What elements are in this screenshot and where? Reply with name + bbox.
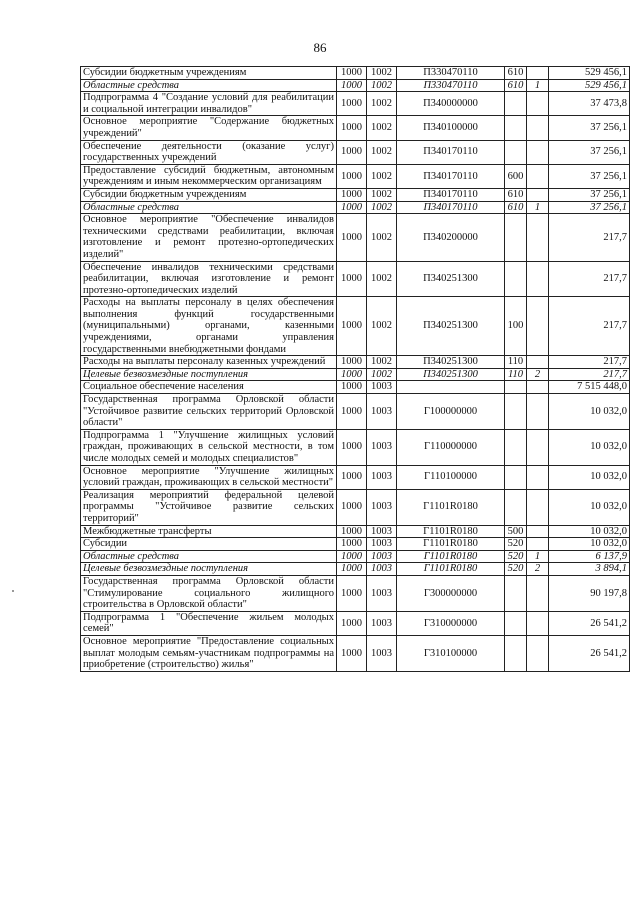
table-row <box>81 297 630 356</box>
table-row <box>81 429 630 465</box>
row-section-cell: 1000 <box>337 394 367 430</box>
table-row <box>81 525 630 538</box>
row-target-article-cell: Г310000000 <box>397 611 505 635</box>
row-target-article-cell: П340170110 <box>397 201 505 214</box>
row-funding-source-cell <box>527 67 549 80</box>
row-expense-type-cell <box>505 92 527 116</box>
row-name-cell: Подпрограмма 1 "Обеспечение жильем молодых семей" <box>81 611 337 635</box>
row-amount-cell: 37 256,1 <box>549 140 630 164</box>
table-row <box>81 92 630 116</box>
row-expense-type-cell: 500 <box>505 525 527 538</box>
row-amount-cell: 37 256,1 <box>549 116 630 140</box>
row-section-cell: 1000 <box>337 368 367 381</box>
row-target-article-cell: П340251300 <box>397 356 505 369</box>
table-row <box>81 563 630 576</box>
table-row <box>81 116 630 140</box>
row-section-cell: 1000 <box>337 489 367 525</box>
row-expense-type-cell: 610 <box>505 67 527 80</box>
row-expense-type-cell: 610 <box>505 79 527 92</box>
row-funding-source-cell <box>527 394 549 430</box>
table-row <box>81 214 630 261</box>
table-row <box>81 381 630 394</box>
row-target-article-cell: П340170110 <box>397 164 505 188</box>
row-amount-cell: 10 032,0 <box>549 429 630 465</box>
row-name-cell: Областные средства <box>81 201 337 214</box>
row-subsection-cell: 1002 <box>367 297 397 356</box>
row-section-cell: 1000 <box>337 79 367 92</box>
row-funding-source-cell <box>527 429 549 465</box>
row-name-cell: Реализация мероприятий федеральной целевой программы "Устойчивое развитие сельских территорий" <box>81 489 337 525</box>
row-subsection-cell: 1002 <box>367 92 397 116</box>
row-section-cell: 1000 <box>337 140 367 164</box>
row-amount-cell: 37 473,8 <box>549 92 630 116</box>
row-amount-cell: 10 032,0 <box>549 538 630 551</box>
row-section-cell: 1000 <box>337 201 367 214</box>
row-name-cell: Основное мероприятие "Улучшение жилищных условий граждан, проживающих в сельской местности" <box>81 465 337 489</box>
row-funding-source-cell <box>527 214 549 261</box>
row-section-cell: 1000 <box>337 297 367 356</box>
row-amount-cell: 217,7 <box>549 368 630 381</box>
row-target-article-cell: П340000000 <box>397 92 505 116</box>
row-expense-type-cell: 520 <box>505 538 527 551</box>
row-section-cell: 1000 <box>337 261 367 297</box>
page-number: 86 <box>313 40 327 55</box>
row-target-article-cell: Г1101R0180 <box>397 563 505 576</box>
row-amount-cell: 10 032,0 <box>549 525 630 538</box>
row-funding-source-cell: 1 <box>527 79 549 92</box>
row-amount-cell: 217,7 <box>549 261 630 297</box>
row-name-cell: Субсидии бюджетным учреждениям <box>81 67 337 80</box>
row-amount-cell: 529 456,1 <box>549 67 630 80</box>
row-amount-cell: 217,7 <box>549 356 630 369</box>
row-section-cell: 1000 <box>337 525 367 538</box>
row-name-cell: Государственная программа Орловской области "Стимулирование социального жилищного строительства в Орловской области" <box>81 575 337 611</box>
row-name-cell: Основное мероприятие "Содержание бюджетных учреждений" <box>81 116 337 140</box>
row-name-cell: Подпрограмма 4 "Создание условий для реабилитации и социальной интеграции инвалидов" <box>81 92 337 116</box>
row-subsection-cell: 1002 <box>367 214 397 261</box>
row-name-cell: Социальное обеспечение населения <box>81 381 337 394</box>
row-funding-source-cell: 2 <box>527 368 549 381</box>
row-target-article-cell: П340170110 <box>397 140 505 164</box>
row-subsection-cell: 1002 <box>367 356 397 369</box>
row-subsection-cell: 1003 <box>367 465 397 489</box>
row-section-cell: 1000 <box>337 92 367 116</box>
table-row <box>81 538 630 551</box>
row-name-cell: Расходы на выплаты персоналу казенных учреждений <box>81 356 337 369</box>
row-expense-type-cell: 600 <box>505 164 527 188</box>
row-target-article-cell: Г1101R0180 <box>397 550 505 563</box>
row-name-cell: Целевые безвозмездные поступления <box>81 368 337 381</box>
row-section-cell: 1000 <box>337 575 367 611</box>
table-row <box>81 368 630 381</box>
row-subsection-cell: 1002 <box>367 79 397 92</box>
row-name-cell: Целевые безвозмездные поступления <box>81 563 337 576</box>
row-expense-type-cell: 100 <box>505 297 527 356</box>
row-target-article-cell: П340251300 <box>397 368 505 381</box>
row-funding-source-cell <box>527 92 549 116</box>
row-amount-cell: 3 894,1 <box>549 563 630 576</box>
row-target-article-cell: Г300000000 <box>397 575 505 611</box>
row-expense-type-cell <box>505 381 527 394</box>
row-amount-cell: 90 197,8 <box>549 575 630 611</box>
row-funding-source-cell <box>527 356 549 369</box>
table-row <box>81 550 630 563</box>
row-subsection-cell: 1002 <box>367 188 397 201</box>
row-expense-type-cell <box>505 214 527 261</box>
row-expense-type-cell <box>505 611 527 635</box>
row-name-cell: Подпрограмма 1 "Улучшение жилищных условий граждан, проживающих в сельской местности, в том числе молодых семей и молодых специалистов" <box>81 429 337 465</box>
row-subsection-cell: 1003 <box>367 429 397 465</box>
budget-table <box>80 66 630 672</box>
row-subsection-cell: 1002 <box>367 368 397 381</box>
row-amount-cell: 37 256,1 <box>549 188 630 201</box>
row-name-cell: Государственная программа Орловской области "Устойчивое развитие сельских территорий Орловской области" <box>81 394 337 430</box>
row-expense-type-cell: 520 <box>505 550 527 563</box>
row-target-article-cell: Г1101R0180 <box>397 489 505 525</box>
row-subsection-cell: 1003 <box>367 489 397 525</box>
row-name-cell: Межбюджетные трансферты <box>81 525 337 538</box>
row-expense-type-cell <box>505 116 527 140</box>
row-section-cell: 1000 <box>337 188 367 201</box>
table-row <box>81 394 630 430</box>
row-section-cell: 1000 <box>337 116 367 140</box>
row-section-cell: 1000 <box>337 214 367 261</box>
row-subsection-cell: 1003 <box>367 611 397 635</box>
row-expense-type-cell <box>505 575 527 611</box>
row-funding-source-cell <box>527 635 549 671</box>
row-name-cell: Основное мероприятие "Предоставление социальных выплат молодым семьям-участникам подпрограммы на приобретение (строительство) жилья" <box>81 635 337 671</box>
row-target-article-cell: Г1101R0180 <box>397 538 505 551</box>
row-target-article-cell: П330470110 <box>397 79 505 92</box>
row-target-article-cell: П340100000 <box>397 116 505 140</box>
row-section-cell: 1000 <box>337 563 367 576</box>
row-subsection-cell: 1003 <box>367 635 397 671</box>
row-expense-type-cell: 610 <box>505 188 527 201</box>
row-expense-type-cell: 520 <box>505 563 527 576</box>
row-subsection-cell: 1003 <box>367 538 397 551</box>
row-subsection-cell: 1003 <box>367 525 397 538</box>
row-expense-type-cell: 610 <box>505 201 527 214</box>
row-funding-source-cell <box>527 188 549 201</box>
table-row <box>81 465 630 489</box>
row-name-cell: Областные средства <box>81 550 337 563</box>
table-row <box>81 79 630 92</box>
row-expense-type-cell <box>505 394 527 430</box>
row-subsection-cell: 1003 <box>367 550 397 563</box>
row-funding-source-cell <box>527 140 549 164</box>
row-amount-cell: 10 032,0 <box>549 489 630 525</box>
row-expense-type-cell <box>505 465 527 489</box>
row-amount-cell: 37 256,1 <box>549 201 630 214</box>
row-target-article-cell: Г110100000 <box>397 465 505 489</box>
row-expense-type-cell: 110 <box>505 368 527 381</box>
row-target-article-cell: Г1101R0180 <box>397 525 505 538</box>
row-name-cell: Основное мероприятие "Обеспечение инвалидов техническими средствами реабилитации, включая изготовление и ремонт протезно-ортопедических изделий" <box>81 214 337 261</box>
row-name-cell: Предоставление субсидий бюджетным, автономным учреждениям и иным некоммерческим организациям <box>81 164 337 188</box>
table-row <box>81 67 630 80</box>
row-section-cell: 1000 <box>337 429 367 465</box>
row-target-article-cell: Г110000000 <box>397 429 505 465</box>
row-expense-type-cell <box>505 140 527 164</box>
row-subsection-cell: 1002 <box>367 261 397 297</box>
row-target-article-cell: Г310100000 <box>397 635 505 671</box>
row-target-article-cell: П340251300 <box>397 297 505 356</box>
row-amount-cell: 217,7 <box>549 214 630 261</box>
table-row <box>81 140 630 164</box>
row-funding-source-cell: 1 <box>527 201 549 214</box>
row-target-article-cell: П340251300 <box>397 261 505 297</box>
row-section-cell: 1000 <box>337 356 367 369</box>
row-funding-source-cell <box>527 575 549 611</box>
table-row <box>81 575 630 611</box>
row-expense-type-cell <box>505 429 527 465</box>
row-subsection-cell: 1002 <box>367 140 397 164</box>
row-amount-cell: 37 256,1 <box>549 164 630 188</box>
row-funding-source-cell <box>527 525 549 538</box>
row-name-cell: Расходы на выплаты персоналу в целях обеспечения выполнения функций государственными (муниципальными) органами, казенными учреждениями, органами управления государственными внебюджетными фондами <box>81 297 337 356</box>
row-funding-source-cell <box>527 297 549 356</box>
row-funding-source-cell <box>527 611 549 635</box>
row-expense-type-cell <box>505 635 527 671</box>
row-subsection-cell: 1003 <box>367 394 397 430</box>
row-amount-cell: 7 515 448,0 <box>549 381 630 394</box>
row-subsection-cell: 1002 <box>367 201 397 214</box>
row-name-cell: Обеспечение деятельности (оказание услуг) государственных учреждений <box>81 140 337 164</box>
row-funding-source-cell <box>527 164 549 188</box>
row-amount-cell: 6 137,9 <box>549 550 630 563</box>
row-funding-source-cell <box>527 538 549 551</box>
table-row <box>81 261 630 297</box>
row-name-cell: Областные средства <box>81 79 337 92</box>
row-amount-cell: 26 541,2 <box>549 635 630 671</box>
table-row <box>81 489 630 525</box>
row-amount-cell: 26 541,2 <box>549 611 630 635</box>
row-target-article-cell: П340170110 <box>397 188 505 201</box>
row-target-article-cell: П340200000 <box>397 214 505 261</box>
row-subsection-cell: 1003 <box>367 575 397 611</box>
row-subsection-cell: 1002 <box>367 67 397 80</box>
row-name-cell: Субсидии <box>81 538 337 551</box>
row-section-cell: 1000 <box>337 465 367 489</box>
table-row <box>81 635 630 671</box>
row-section-cell: 1000 <box>337 611 367 635</box>
row-funding-source-cell <box>527 116 549 140</box>
row-amount-cell: 10 032,0 <box>549 465 630 489</box>
row-funding-source-cell: 1 <box>527 550 549 563</box>
row-funding-source-cell <box>527 261 549 297</box>
row-subsection-cell: 1003 <box>367 381 397 394</box>
row-target-article-cell <box>397 381 505 394</box>
table-row <box>81 188 630 201</box>
row-name-cell: Субсидии бюджетным учреждениям <box>81 188 337 201</box>
row-section-cell: 1000 <box>337 381 367 394</box>
row-section-cell: 1000 <box>337 164 367 188</box>
row-section-cell: 1000 <box>337 67 367 80</box>
row-name-cell: Обеспечение инвалидов техническими средствами реабилитации, включая изготовление и ремонт протезно-ортопедических изделий <box>81 261 337 297</box>
row-section-cell: 1000 <box>337 635 367 671</box>
row-expense-type-cell <box>505 489 527 525</box>
row-section-cell: 1000 <box>337 550 367 563</box>
row-funding-source-cell <box>527 489 549 525</box>
table-row <box>81 611 630 635</box>
row-subsection-cell: 1002 <box>367 164 397 188</box>
row-funding-source-cell <box>527 465 549 489</box>
row-subsection-cell: 1003 <box>367 563 397 576</box>
table-body <box>81 67 630 672</box>
row-funding-source-cell: 2 <box>527 563 549 576</box>
row-funding-source-cell <box>527 381 549 394</box>
row-subsection-cell: 1002 <box>367 116 397 140</box>
table-row <box>81 356 630 369</box>
row-amount-cell: 217,7 <box>549 297 630 356</box>
scan-speck <box>12 590 14 592</box>
row-expense-type-cell <box>505 261 527 297</box>
row-amount-cell: 10 032,0 <box>549 394 630 430</box>
table-row <box>81 164 630 188</box>
row-target-article-cell: П330470110 <box>397 67 505 80</box>
row-target-article-cell: Г100000000 <box>397 394 505 430</box>
row-amount-cell: 529 456,1 <box>549 79 630 92</box>
row-section-cell: 1000 <box>337 538 367 551</box>
row-expense-type-cell: 110 <box>505 356 527 369</box>
table-row <box>81 201 630 214</box>
